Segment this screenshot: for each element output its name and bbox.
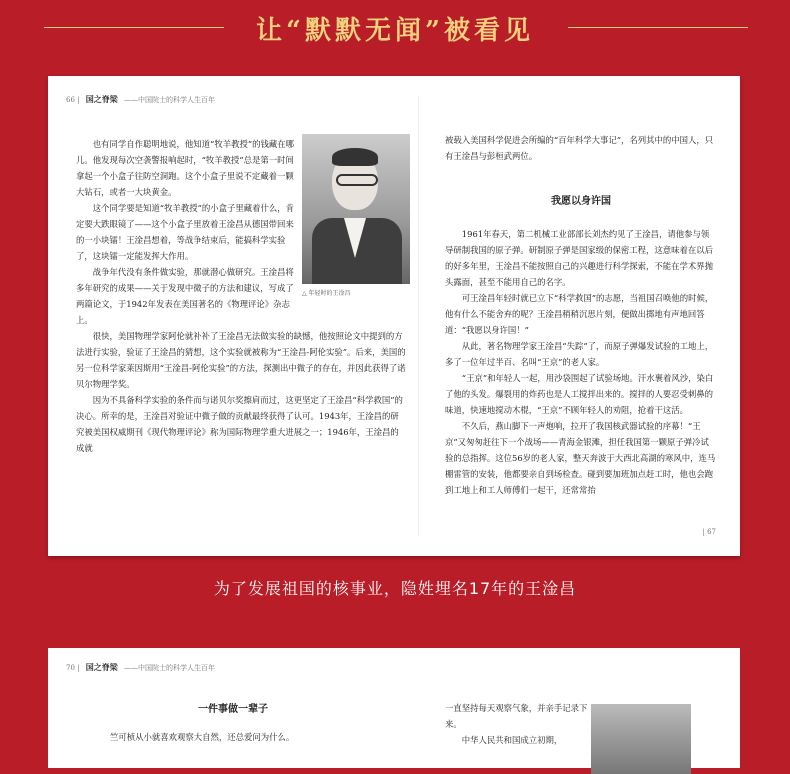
paragraph: 也有同学自作聪明地说，他知道“牧羊教授”的钱藏在哪儿。他发现每次空袭警报响起时，“牧羊教授”总是第一时间拿起一个小盒子往防空洞跑。这个小盒子里说不定藏着一颗大钻石，或者一大块黄金。 — [76, 139, 294, 197]
page-number: 70 — [66, 664, 75, 672]
running-head-title: 国之脊梁 — [85, 662, 118, 672]
running-head-subtitle: ——中国院士的科学人生百年 — [123, 664, 215, 672]
paragraph: 可王淦昌年轻时就已立下“科学救国”的志愿，当祖国召唤他的时候，他有什么不能舍弃的呢？王淦昌稍稍沉思片刻，便做出掷地有声地回答道：“我愿以身许国！” — [445, 293, 714, 335]
banner-title: 让“默默无闻”被看见 — [256, 15, 534, 46]
portrait-image — [302, 134, 410, 284]
section-title: 一件事做一辈子 — [198, 704, 268, 715]
page-number: 66 — [66, 96, 75, 104]
paragraph: 战争年代没有条件做实验，那就潜心做研究。王淦昌将多年研究的成果——关于发现中微子的方法和建议，写成了两篇论文，于1942年发表在美国著名的《物理评论》杂志上。 — [76, 267, 294, 325]
book-spread-2 — [48, 648, 740, 768]
book-spread-1 — [48, 76, 740, 556]
banner — [0, 8, 790, 48]
section-title: 我愿以身许国 — [551, 196, 611, 207]
paragraph: 被载入美国科学促进会所编的“百年科学大事记”，名列其中的中国人，只有王淦昌与彭桓武两位。 — [445, 135, 714, 161]
paragraph: 中华人民共和国成立初期， — [461, 735, 563, 745]
paragraph: 因为不具备科学实验的条件而与诺贝尔奖擦肩而过，这更坚定了王淦昌“科学救国”的决心。所幸的是，王淦昌对验证中微子做的贡献最终获得了认可。1943年，王淦昌的研究被美国权威期刊《现代物理评论》称为国际物理学重大进展之一；1946年，王淦昌的成就 — [76, 395, 403, 453]
paragraph: “王京”和年轻人一起，用沙袋围起了试验场地。汗水裹着风沙，染白了他的头发。爆裂用的炸药也是人工搅拌出来的。搅拌的人要忍受刺鼻的味道，快速地搅动木棍，“王京”不顾年轻人的劝阻，抢着干这活。 — [445, 373, 714, 415]
photo-caption: △ 年轻时的王淦昌 — [302, 290, 351, 297]
paragraph: 1961年春天，第二机械工业部部长刘杰约见了王淦昌，请他参与领导研制我国的原子弹。研制原子弹是国家级的保密工程，这意味着在以后的好多年里，王淦昌不能按照自己的兴趣进行科学探索，不能在学术界抛头露面，甚至不能用自己的名字。 — [445, 229, 713, 287]
left-page — [76, 136, 406, 456]
page-number: | 67 — [702, 528, 716, 536]
paragraph: 从此，著名物理学家王淦昌“失踪”了，而原子弹爆发试验的工地上，多了一位年过半百、名叫“王京”的老人家。 — [445, 341, 714, 367]
image-caption: 为了发展祖国的核事业，隐姓埋名17年的王淦昌 — [213, 579, 577, 598]
running-head-title: 国之脊梁 — [85, 94, 118, 104]
right-page — [445, 132, 717, 498]
paragraph: 这个同学要是知道“牧羊教授”的小盒子里藏着什么，肯定要大跌眼镜了——这个小盒子里放着王淦昌从德国带回来的一小块镭！王淦昌想着，等战争结束后，能搞科学实验了，这块镭一定能发挥大作用。 — [76, 203, 294, 261]
paragraph: 不久后，燕山脚下一声炮响，拉开了我国核武器试验的序幕！“王京”又匆匆赶往下一个战场——青海金银滩，担任我国第一颗原子弹冷试验的总指挥。这位56岁的老人家，整天奔波于大西北高湖的寒风中，连马棚雷管的安装，他都要亲自到场检查。碰到要加班加点赶工时，他也会跑到工地上和工人师傅们一起干，还常常抬 — [445, 421, 716, 495]
running-head-left: 70 | 国之脊梁 ——中国院士的科学人生百年 — [66, 662, 215, 672]
paragraph: 竺可桢从小就喜欢观察大自然，还总爱问为什么。 — [110, 732, 295, 742]
portrait-photo — [302, 134, 410, 302]
paragraph: 一直坚持每天观察气象，并亲手记录下来。 — [445, 703, 588, 729]
running-head-subtitle: ——中国院士的科学人生百年 — [123, 96, 215, 104]
paragraph: 很快，美国物理学家阿伦就补补了王淦昌无法做实验的缺憾，他按照论文中提到的方法进行实验，验证了王淦昌的猜想，这个实验就被称为“王淦昌-阿伦实验”。后来，美国的另一位科学家莱因斯用“王淦昌-阿伦实验”的方法，探测出中微子的存在，并因此获得了诺贝尔物理学奖。 — [76, 331, 406, 389]
running-head-left: 66 | 国之脊梁 ——中国院士的科学人生百年 — [66, 94, 215, 104]
photo — [591, 704, 691, 774]
right-page — [445, 700, 595, 748]
